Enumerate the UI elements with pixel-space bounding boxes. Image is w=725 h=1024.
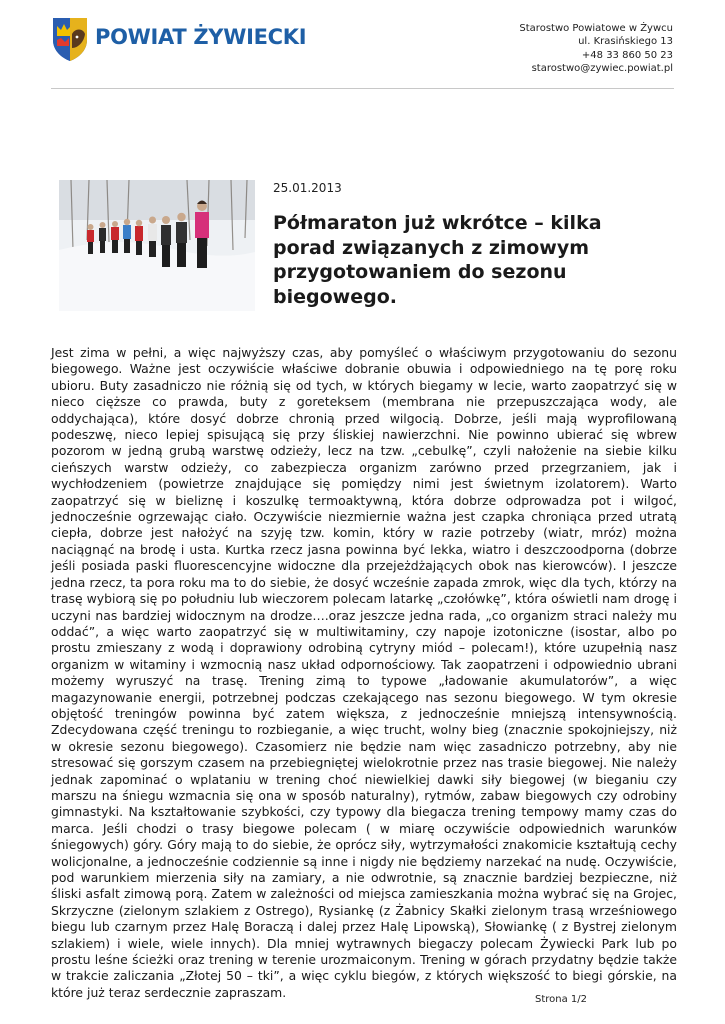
article-body: Jest zima w pełni, a więc najwyższy czas, aby pomyśleć o właściwym przygotowaniu do sezonu biegowego. Ważne jest oczywiście właściwe dobranie obuwia i odpowiedniego na tę porę roku ubioru. Buty zasadniczo nie różnią się od tych, w których biegamy w lecie, warto zaopatrzyć się w nieco cięższe co prawda, buty z goreteksem (membrana nie przepuszczająca wody, ale oddychająca), które dosyć dobrze chronią przed wilgocią. Dobrze, jeśli mają wyprofilowaną podeszwę, nieco lepiej spisującą się przy śliskiej nawierzchni. Nie powinno ubierać się wbrew pozorom w jedną grubą warstwę odzieży, lecz na tzw. „cebulkę”, czyli nałożenie na siebie kilku cieńszych warstw odzieży, co zabezpiecza organizm zarówno przed przegrzaniem, jak i wychłodzeniem (powietrze znajdujące się pomiędzy nimi jest świetnym izolatorem). Warto zaopatrzyć się w bieliznę i koszulkę termoaktywną, która dobrze odprowadza pot i wilgoć, jednocześnie ogrzewając ciało. Oczywiście niezmiernie ważna jest czapka chroniąca przed utratą ciepła, dobrze jest nałożyć na szyję tzw. komin, który w razie potrzeby (wiatr, mróz) można naciągnąć na brodę i usta. Kurtka rzecz jasna powinna być lekka, wiatro i deszczoodporna (dobrze jeśli posiada paski fluorescencyjne widoczne dla przejeżdżających obok nas kierowców). I jeszcze jedna rzecz, ta pora roku ma to do siebie, że dosyć wcześnie zapada zmrok, więc dla tych, którzy na trasę wybiorą się po południu lub wieczorem polecam latarkę „czołówkę”, która oświetli nam drogę i uczyni nas bardziej widocznym na drodze….oraz jeszcze jedna rada, „co organizm straci należy mu oddać”, a więc warto zaopatrzyć się w multiwitaminy, czy napoje izotoniczne (isostar, albo po prostu zmieszany z wodą i doprawiony odrobiną cytryny miód – polecam!), które uzupełnią nasz organizm w witaminy i wzmocnią nasz układ odpornościowy. Tak zaopatrzeni i odpowiednio ubrani możemy wyruszyć na trasę. Trening zimą to typowe „ładowanie akumulatorów”, a więc magazynowanie energii, potrzebnej podczas czekającego nas sezonu biegowego. W tym okresie objętość treningów powinna być zatem większa, z jednocześnie mniejszą intensywnością. Zdecydowana część treningu to rozbieganie, a więc trucht, wolny bieg (znacznie spokojniejszy, niż w okresie sezonu biegowego). Czasomierz nie będzie nam więc zasadniczo potrzebny, aby nie stresować się gorszym czasem na przebiegniętej wielokrotnie przez nas trasie biegowej. Nie należy jednak zapominać o wplataniu w trening choć niewielkiej dawki siły biegowej (w bieganiu czy marszu na śniegu wzmacnia się ona w sposób naturalny), rytmów, zabaw biegowych czy odrobiny gimnastyki. Na kształtowanie szybkości, czy typowy dla biegacza trening tempowy mamy czas do marca. Jeśli chodzi o trasy biegowe polecam ( w miarę oczywiście odpowiednich warunków śniegowych) góry. Góry mają to do siebie, że oprócz siły, wytrzymałości znakomicie kształtują cechy wolicjonalne, a jednocześnie codziennie są inne i nigdy nie będziemy narzekać na nudę. Oczywiście, pod warunkiem mierzenia siły na zamiary, a nie odwrotnie, są znacznie bardziej bezpieczne, niż śliski asfalt zimową porą. Zatem w zależności od miejsca zamieszkania można wybrać się na Grojec, Skrzyczne (zielonym szlakiem z Ostrego), Rysiankę (z Żabnicy Skałki zielonym trasą wrześniowego biegu lub czarnym przez Halę Boraczą i dalej przez Halę Lipowską), Słowiankę ( z Bystrej zielonym szlakiem) i wiele, wiele innych). Dla mniej wytrawnych biegaczy polecam Żywiecki Park lub po prostu leśne ścieżki oraz trening w terenie urozmaiconym. Trening w górach przydatny będzie także w trakcie zaliczania „Złotej 50 – tki”, a więc cyklu biegów, z których większość to biegi górskie, na które już teraz serdecznie zapraszam. bbox=[51, 345, 677, 1000]
office-address: ul. Krasińskiego 13 bbox=[578, 36, 673, 48]
county-logo bbox=[51, 16, 307, 62]
contact-block bbox=[433, 22, 673, 75]
office-phone: +48 33 860 50 23 bbox=[581, 49, 673, 61]
logo-wordmark: POWIAT ŻYWIECKI bbox=[95, 25, 307, 49]
office-name: Starostwo Powiatowe w Żywcu bbox=[519, 23, 673, 34]
office-email: starostwo@zywiec.powiat.pl bbox=[531, 62, 673, 74]
page-number: Strona 1/2 bbox=[534, 994, 587, 1005]
county-coat-of-arms-icon bbox=[51, 16, 89, 62]
article-date: 25.01.2013 bbox=[273, 181, 342, 195]
winter-runners-photo bbox=[59, 180, 255, 311]
header-divider bbox=[51, 88, 674, 89]
article-title: Półmaraton już wkrótce – kilka porad związanych z zimowym przygotowaniem do sezonu biegowego. bbox=[273, 212, 602, 308]
article-photo bbox=[59, 180, 255, 311]
